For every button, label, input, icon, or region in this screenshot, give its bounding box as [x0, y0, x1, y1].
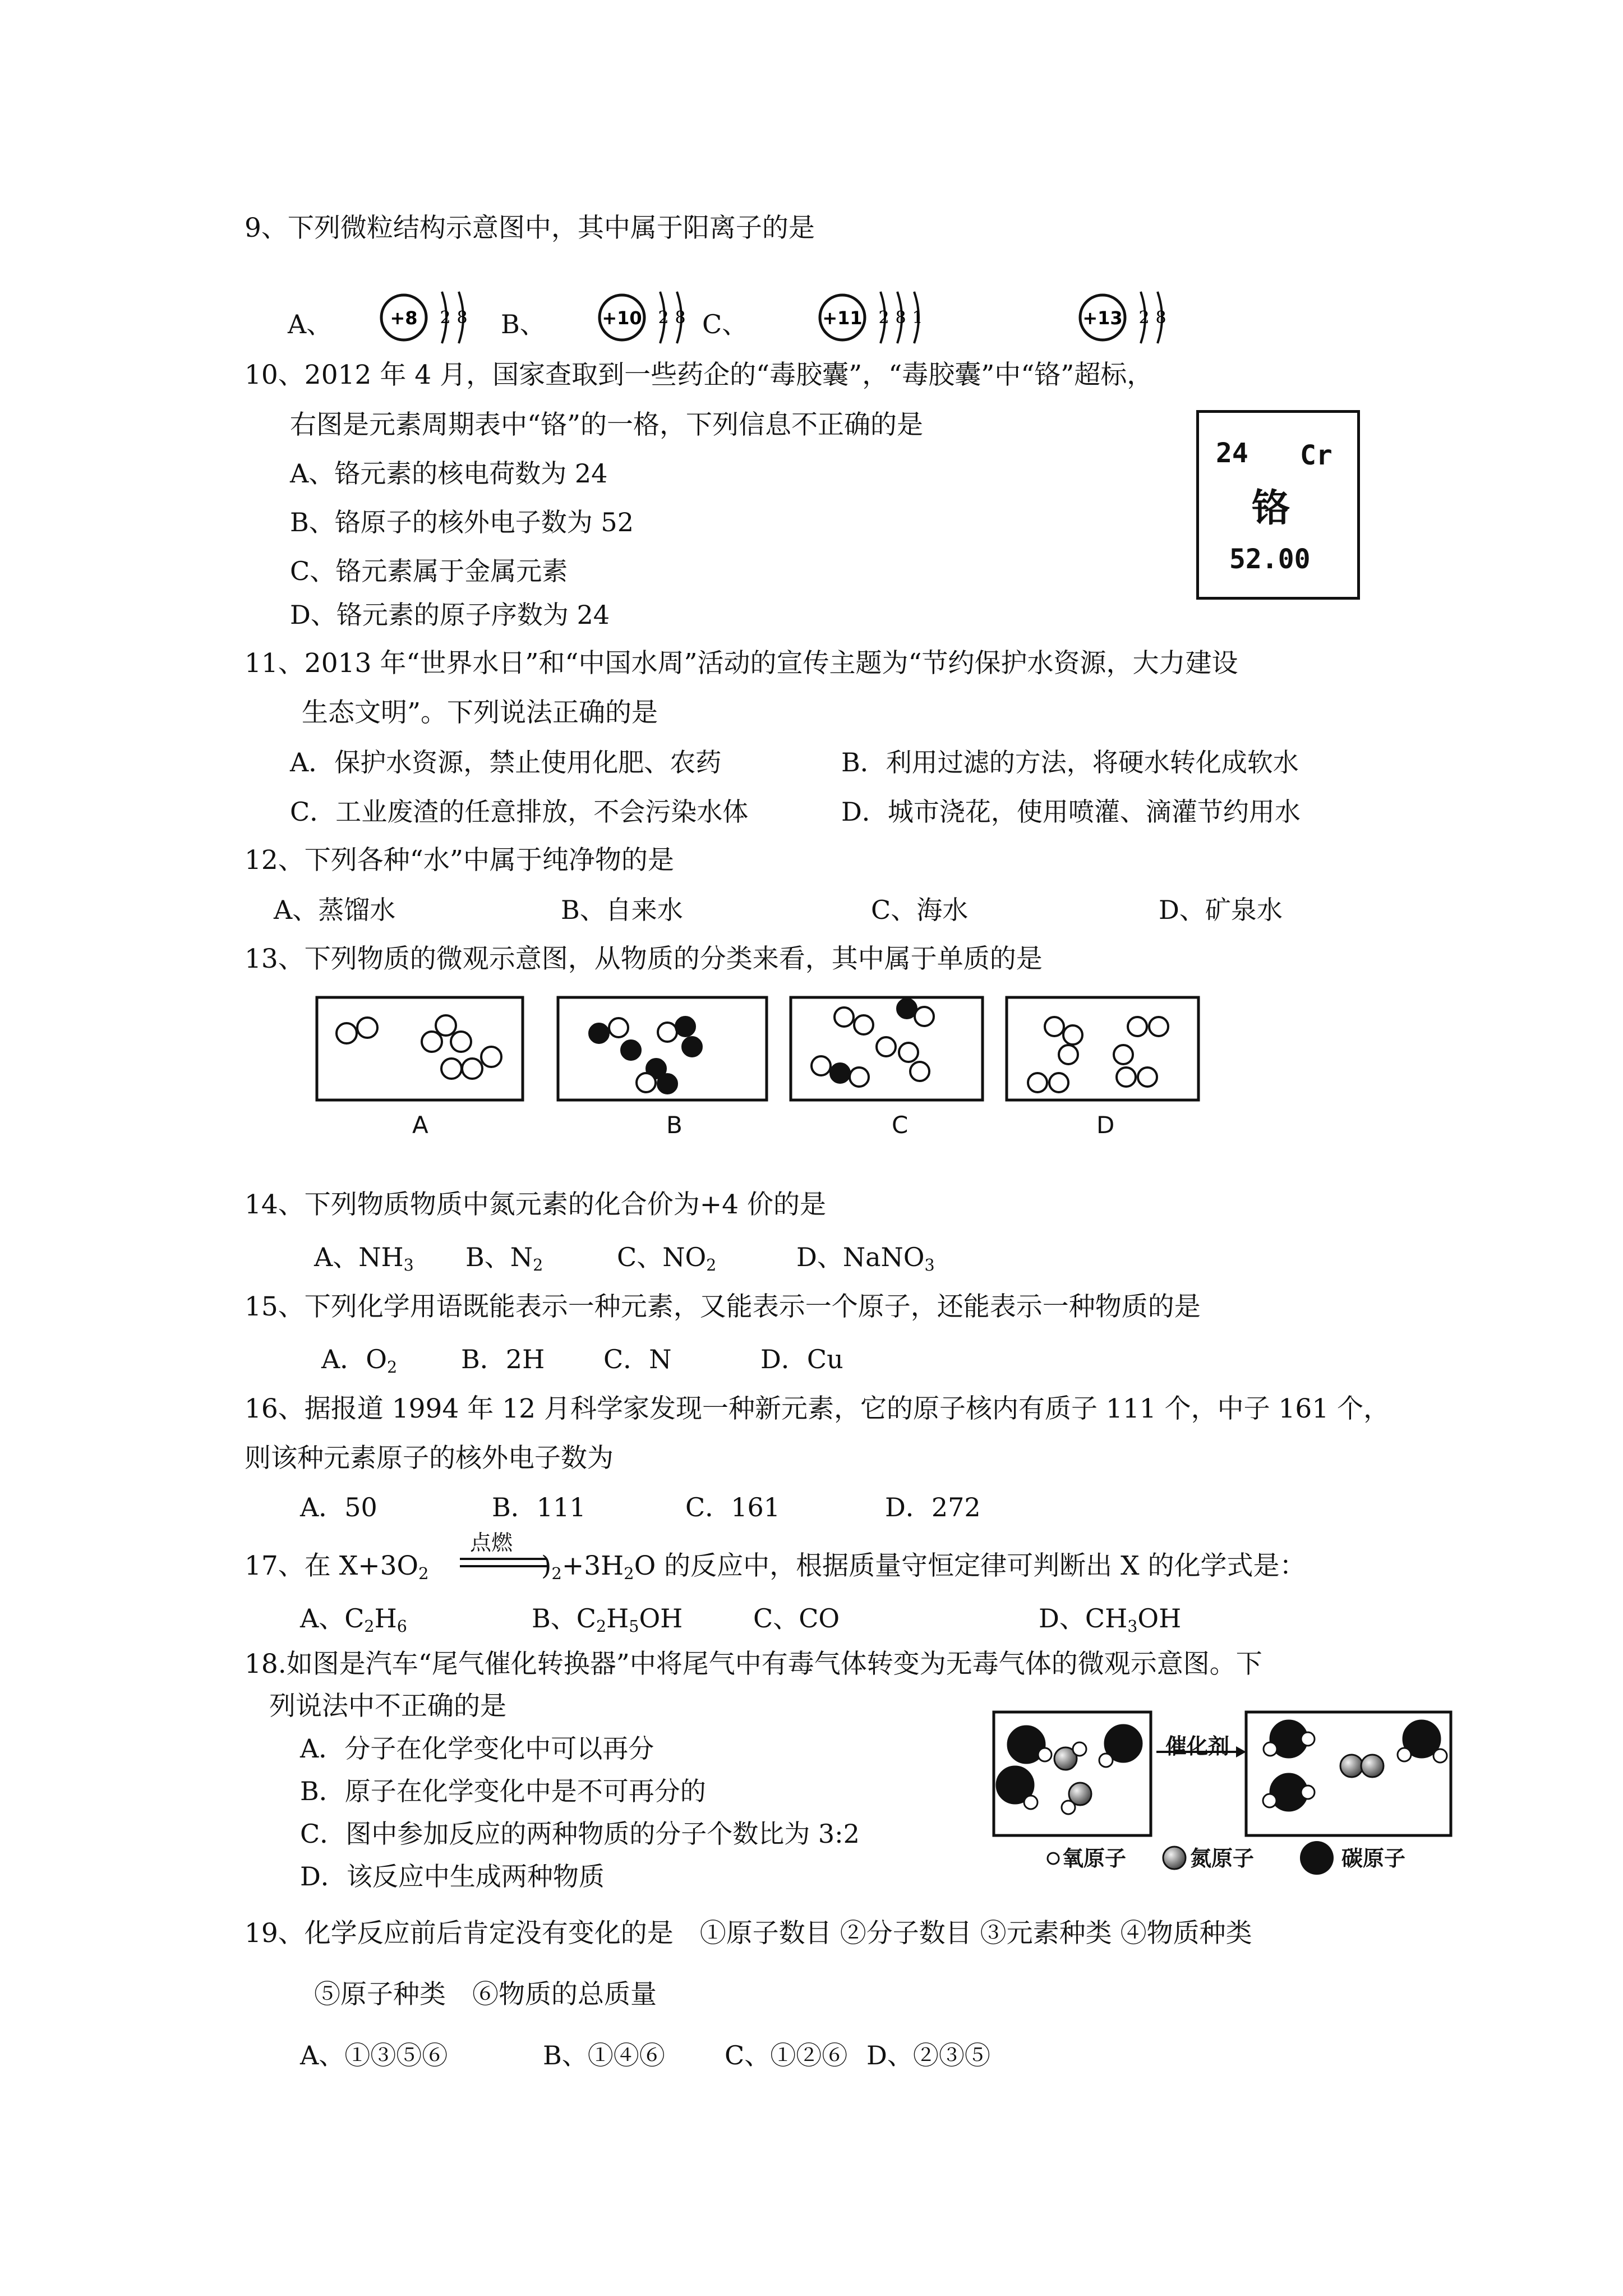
q18-option-b: B．原子在化学变化中是不可再分的: [300, 1776, 706, 1806]
shell-electron-count: 8: [1155, 308, 1166, 328]
q10-option-c: C、铬元素属于金属元素: [290, 556, 568, 586]
q19-line2: ⑤原子种类 ⑥物质的总质量: [314, 1979, 657, 2010]
shell-electron-count: 2: [1138, 308, 1150, 328]
shell-electron-count: 8: [895, 308, 906, 328]
q12-option-a: A、蒸馏水: [274, 895, 396, 925]
q15-option-c: C．N: [603, 1344, 672, 1374]
q17-option-c: C、CO: [753, 1603, 840, 1634]
q15-stem: 15、下列化学用语既能表示一种元素，又能表示一个原子，还能表示一种物质的是: [245, 1291, 1201, 1322]
q11-option-c: C．工业废渣的任意排放，不会污染水体: [290, 797, 749, 827]
q15-option-a: A．$O_2$: [321, 1344, 398, 1377]
q16-line1: 16、据报道 1994 年 12 月科学家发现一种新元素，它的原子核内有质子 111 个，中子 161 个，: [245, 1393, 1390, 1424]
q18-line2: 列说法中不正确的是: [269, 1691, 506, 1722]
shell-electron-count: 8: [457, 308, 468, 328]
q13-label-d: D: [1096, 1111, 1115, 1139]
q12-option-d: D、矿泉水: [1159, 895, 1283, 925]
nucleus-charge: +11: [822, 307, 863, 329]
q17-left: 17、在 $X+3O_2$: [245, 1550, 429, 1584]
q18-option-c: C．图中参加反应的两种物质的分子个数比为 3:2: [300, 1819, 860, 1849]
shell-electron-count: 2: [658, 308, 669, 328]
q14-option-b: B、$N_2$: [465, 1242, 543, 1274]
q16-option-c: C．161: [685, 1492, 780, 1522]
q11-option-d: D．城市浇花，使用喷灌、滴灌节约用水: [841, 797, 1301, 827]
q16-option-d: D．272: [885, 1492, 981, 1522]
q11-line2: 生态文明”。下列说法正确的是: [302, 697, 658, 728]
q14-option-c: C、$NO_2$: [617, 1242, 717, 1274]
q17-option-a: A、$C_2H_6$: [300, 1603, 407, 1636]
q14-option-a: A、$NH_3$: [314, 1242, 414, 1274]
q17-right: )$_2+3H_2O$ 的反应中，根据质量守恒定律可判断出 X 的化学式是：: [541, 1550, 1306, 1584]
q13-label-c: C: [892, 1111, 909, 1139]
legend-nitrogen: 氮原子: [1190, 1846, 1255, 1871]
q16-option-a: A．50: [300, 1492, 377, 1522]
q11-option-b: B．利用过滤的方法，将硬水转化成软水: [841, 747, 1299, 777]
q9-option-c-label: C、: [702, 309, 748, 339]
element-symbol: Cr: [1300, 440, 1332, 471]
q19-option-b: B、①④⑥: [543, 2040, 665, 2070]
q15-option-b: B．2H: [461, 1344, 545, 1374]
q17-condition: 点燃: [470, 1530, 513, 1555]
q19-line1: 19、化学反应前后肯定没有变化的是 ①原子数目 ②分子数目 ③元素种类 ④物质种类: [245, 1918, 1252, 1949]
q10-line1: 10、2012 年 4 月，国家查取到一些药企的“毒胶囊”，“毒胶囊”中“铬”超标，: [245, 360, 1154, 390]
q11-option-a: A．保护水资源，禁止使用化肥、农药: [290, 747, 722, 777]
q12-stem: 12、下列各种“水”中属于纯净物的是: [245, 845, 674, 876]
q9-option-a-label: A、: [288, 309, 333, 339]
atomic-mass: 52.00: [1229, 544, 1311, 575]
nucleus-charge: +8: [390, 307, 418, 329]
q16-option-b: B．111: [492, 1492, 586, 1522]
q18-line1: 18.如图是汽车“尾气催化转换器”中将尾气中有毒气体转变为无毒气体的微观示意图。下: [245, 1649, 1262, 1680]
catalyst-label: 催化剂: [1165, 1734, 1230, 1759]
q9-stem: 9、下列微粒结构示意图中，其中属于阳离子的是: [245, 213, 815, 243]
q10-option-d: D、铬元素的原子序数为 24: [290, 600, 610, 630]
q13-label-a: A: [412, 1111, 428, 1139]
shell-electron-count: 8: [675, 308, 686, 328]
q14-stem: 14、下列物质物质中氮元素的化合价为+4 价的是: [245, 1189, 827, 1220]
q12-option-b: B、自来水: [561, 895, 683, 925]
q19-option-d: D、②③⑤: [866, 2040, 990, 2070]
q18-option-d: D．该反应中生成两种物质: [300, 1861, 605, 1892]
q19-option-a: A、①③⑤⑥: [300, 2040, 448, 2070]
q17-option-b: B、$C_2H_5OH$: [532, 1603, 683, 1636]
q16-line2: 则该种元素原子的核外电子数为: [245, 1443, 614, 1474]
q19-option-c: C、①②⑥: [725, 2040, 848, 2070]
shell-electron-count: 1: [912, 308, 923, 328]
shell-electron-count: 2: [878, 308, 889, 328]
q14-option-d: D、NaNO$_3$: [796, 1242, 935, 1274]
nucleus-charge: +13: [1082, 307, 1123, 329]
legend-carbon: 碳原子: [1341, 1846, 1406, 1871]
q9-option-b-label: B、: [501, 309, 546, 339]
q13-stem: 13、下列物质的微观示意图，从物质的分类来看，其中属于单质的是: [245, 944, 1043, 974]
nucleus-charge: +10: [602, 307, 642, 329]
q10-option-a: A、铬元素的核电荷数为 24: [290, 458, 608, 489]
q15-option-d: D．Cu: [760, 1344, 843, 1374]
q10-option-b: B、铬原子的核外电子数为 52: [290, 507, 634, 537]
q18-option-a: A．分子在化学变化中可以再分: [300, 1733, 654, 1764]
element-name: 铬: [1252, 486, 1290, 531]
q10-line2: 右图是元素周期表中“铬”的一格，下列信息不正确的是: [290, 409, 924, 440]
atomic-number: 24: [1216, 438, 1248, 469]
q11-line1: 11、2013 年“世界水日”和“中国水周”活动的宣传主题为“节约保护水资源，大力建设: [245, 648, 1238, 679]
q13-label-b: B: [666, 1111, 683, 1139]
q12-option-c: C、海水: [871, 895, 969, 925]
legend-oxygen: 氧原子: [1062, 1846, 1127, 1871]
q17-option-d: D、$CH_3OH$: [1039, 1603, 1182, 1636]
shell-electron-count: 2: [440, 308, 451, 328]
